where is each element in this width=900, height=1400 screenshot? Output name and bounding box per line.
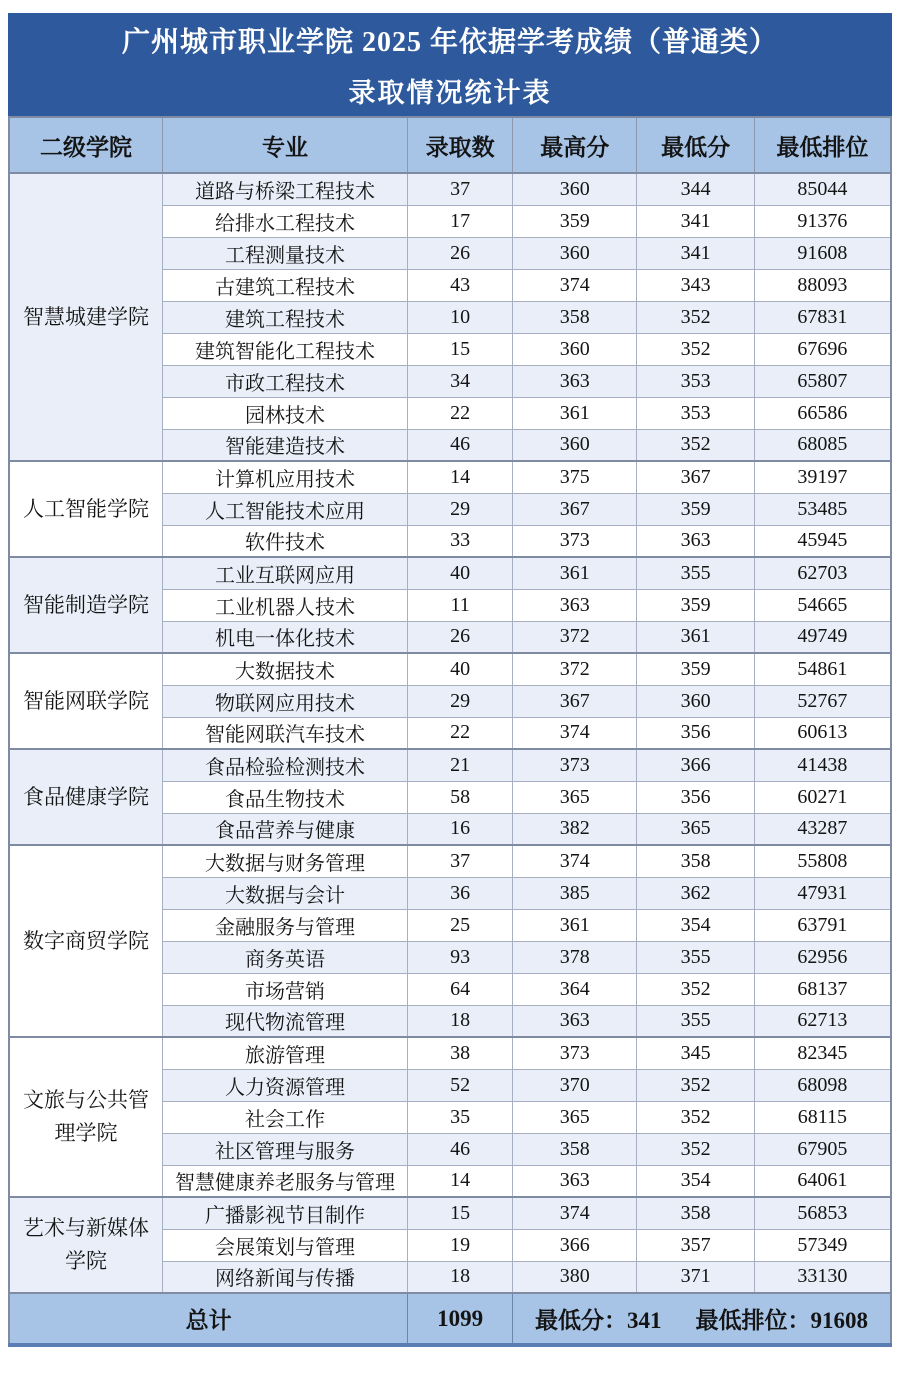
table-row bbox=[9, 749, 891, 781]
min-rank-cell: 54861 bbox=[754, 653, 891, 685]
max-score-cell: 374 bbox=[513, 1197, 637, 1229]
max-score-cell: 363 bbox=[513, 1165, 637, 1197]
max-score-cell: 358 bbox=[513, 301, 637, 333]
min-rank-cell: 45945 bbox=[754, 525, 891, 557]
min-rank-cell: 63791 bbox=[754, 909, 891, 941]
major-cell: 物联网应用技术 bbox=[162, 685, 407, 717]
min-rank-cell: 49749 bbox=[754, 621, 891, 653]
min-rank-cell: 55808 bbox=[754, 845, 891, 877]
table-title-line1: 广州城市职业学院 2025 年依据学考成绩（普通类） bbox=[121, 26, 778, 58]
max-score-cell: 375 bbox=[513, 461, 637, 493]
max-score-cell: 374 bbox=[513, 269, 637, 301]
min-rank-cell: 68115 bbox=[754, 1101, 891, 1133]
admit-count-cell: 64 bbox=[408, 973, 513, 1005]
table-row bbox=[9, 845, 891, 877]
min-rank-cell: 68098 bbox=[754, 1069, 891, 1101]
max-score-cell: 361 bbox=[513, 909, 637, 941]
major-cell: 市政工程技术 bbox=[162, 365, 407, 397]
admit-count-cell: 33 bbox=[408, 525, 513, 557]
max-score-cell: 370 bbox=[513, 1069, 637, 1101]
college-cell: 人工智能学院 bbox=[9, 461, 162, 557]
min-score-cell: 341 bbox=[637, 205, 754, 237]
major-cell: 软件技术 bbox=[162, 525, 407, 557]
admit-count-cell: 37 bbox=[408, 845, 513, 877]
major-cell: 社会工作 bbox=[162, 1101, 407, 1133]
max-score-cell: 365 bbox=[513, 1101, 637, 1133]
admit-count-cell: 18 bbox=[408, 1005, 513, 1037]
min-score-cell: 363 bbox=[637, 525, 754, 557]
major-cell: 食品检验检测技术 bbox=[162, 749, 407, 781]
admit-count-cell: 14 bbox=[408, 461, 513, 493]
major-cell: 大数据与财务管理 bbox=[162, 845, 407, 877]
min-score-cell: 360 bbox=[637, 685, 754, 717]
min-score-cell: 352 bbox=[637, 429, 754, 461]
admission-statistics-table bbox=[8, 116, 892, 1347]
min-rank-cell: 62713 bbox=[754, 1005, 891, 1037]
major-cell: 智能建造技术 bbox=[162, 429, 407, 461]
min-rank-cell: 60613 bbox=[754, 717, 891, 749]
admit-count-cell: 15 bbox=[408, 1197, 513, 1229]
admit-count-cell: 93 bbox=[408, 941, 513, 973]
min-rank-cell: 67696 bbox=[754, 333, 891, 365]
max-score-cell: 363 bbox=[513, 365, 637, 397]
major-cell: 给排水工程技术 bbox=[162, 205, 407, 237]
min-score-cell: 352 bbox=[637, 333, 754, 365]
major-cell: 社区管理与服务 bbox=[162, 1133, 407, 1165]
major-cell: 食品生物技术 bbox=[162, 781, 407, 813]
min-score-cell: 343 bbox=[637, 269, 754, 301]
max-score-cell: 360 bbox=[513, 429, 637, 461]
min-rank-cell: 54665 bbox=[754, 589, 891, 621]
major-cell: 金融服务与管理 bbox=[162, 909, 407, 941]
max-score-cell: 372 bbox=[513, 621, 637, 653]
min-score-cell: 359 bbox=[637, 493, 754, 525]
max-score-cell: 363 bbox=[513, 589, 637, 621]
max-score-cell: 365 bbox=[513, 781, 637, 813]
max-score-cell: 385 bbox=[513, 877, 637, 909]
admit-count-cell: 40 bbox=[408, 557, 513, 589]
min-score-cell: 352 bbox=[637, 1101, 754, 1133]
table-header-row bbox=[9, 117, 891, 173]
admit-count-cell: 14 bbox=[408, 1165, 513, 1197]
college-cell: 文旅与公共管理学院 bbox=[9, 1037, 162, 1197]
table-row bbox=[9, 557, 891, 589]
major-cell: 古建筑工程技术 bbox=[162, 269, 407, 301]
max-score-cell: 359 bbox=[513, 205, 637, 237]
college-cell: 艺术与新媒体学院 bbox=[9, 1197, 162, 1293]
admit-count-cell: 43 bbox=[408, 269, 513, 301]
max-score-cell: 367 bbox=[513, 493, 637, 525]
total-min-score: 最低分：341 bbox=[535, 1308, 662, 1333]
admit-count-cell: 25 bbox=[408, 909, 513, 941]
max-score-cell: 360 bbox=[513, 333, 637, 365]
min-score-cell: 345 bbox=[637, 1037, 754, 1069]
min-score-cell: 358 bbox=[637, 845, 754, 877]
admit-count-cell: 46 bbox=[408, 429, 513, 461]
min-score-cell: 352 bbox=[637, 973, 754, 1005]
admit-count-cell: 52 bbox=[408, 1069, 513, 1101]
max-score-cell: 361 bbox=[513, 557, 637, 589]
major-cell: 商务英语 bbox=[162, 941, 407, 973]
admit-count-cell: 38 bbox=[408, 1037, 513, 1069]
admit-count-cell: 22 bbox=[408, 397, 513, 429]
major-cell: 工业互联网应用 bbox=[162, 557, 407, 589]
min-rank-cell: 82345 bbox=[754, 1037, 891, 1069]
major-cell: 建筑工程技术 bbox=[162, 301, 407, 333]
min-rank-cell: 68085 bbox=[754, 429, 891, 461]
table-title-line2: 录取情况统计表 bbox=[348, 77, 552, 108]
min-rank-cell: 65807 bbox=[754, 365, 891, 397]
min-rank-cell: 60271 bbox=[754, 781, 891, 813]
max-score-cell: 382 bbox=[513, 813, 637, 845]
min-score-cell: 361 bbox=[637, 621, 754, 653]
max-score-cell: 372 bbox=[513, 653, 637, 685]
max-score-cell: 373 bbox=[513, 525, 637, 557]
min-rank-cell: 41438 bbox=[754, 749, 891, 781]
major-cell: 建筑智能化工程技术 bbox=[162, 333, 407, 365]
min-score-cell: 355 bbox=[637, 941, 754, 973]
min-rank-cell: 33130 bbox=[754, 1261, 891, 1293]
admit-count-cell: 11 bbox=[408, 589, 513, 621]
major-cell: 网络新闻与传播 bbox=[162, 1261, 407, 1293]
min-score-cell: 352 bbox=[637, 301, 754, 333]
min-score-cell: 356 bbox=[637, 781, 754, 813]
admit-count-cell: 18 bbox=[408, 1261, 513, 1293]
table-title-band bbox=[8, 13, 892, 116]
max-score-cell: 360 bbox=[513, 237, 637, 269]
admit-count-cell: 35 bbox=[408, 1101, 513, 1133]
min-rank-cell: 88093 bbox=[754, 269, 891, 301]
major-cell: 人力资源管理 bbox=[162, 1069, 407, 1101]
major-cell: 现代物流管理 bbox=[162, 1005, 407, 1037]
max-score-cell: 358 bbox=[513, 1133, 637, 1165]
college-cell: 食品健康学院 bbox=[9, 749, 162, 845]
major-cell: 市场营销 bbox=[162, 973, 407, 1005]
min-score-cell: 353 bbox=[637, 365, 754, 397]
min-score-cell: 367 bbox=[637, 461, 754, 493]
min-score-cell: 355 bbox=[637, 557, 754, 589]
column-header-2: 录取数 bbox=[408, 117, 513, 173]
max-score-cell: 364 bbox=[513, 973, 637, 1005]
min-rank-cell: 67831 bbox=[754, 301, 891, 333]
max-score-cell: 360 bbox=[513, 173, 637, 205]
min-score-cell: 355 bbox=[637, 1005, 754, 1037]
max-score-cell: 366 bbox=[513, 1229, 637, 1261]
max-score-cell: 374 bbox=[513, 845, 637, 877]
admit-count-cell: 26 bbox=[408, 621, 513, 653]
min-score-cell: 341 bbox=[637, 237, 754, 269]
max-score-cell: 363 bbox=[513, 1005, 637, 1037]
major-cell: 工程测量技术 bbox=[162, 237, 407, 269]
column-header-3: 最高分 bbox=[513, 117, 637, 173]
column-header-1: 专业 bbox=[162, 117, 407, 173]
min-rank-cell: 52767 bbox=[754, 685, 891, 717]
min-rank-cell: 57349 bbox=[754, 1229, 891, 1261]
major-cell: 人工智能技术应用 bbox=[162, 493, 407, 525]
max-score-cell: 374 bbox=[513, 717, 637, 749]
admit-count-cell: 21 bbox=[408, 749, 513, 781]
admit-count-cell: 34 bbox=[408, 365, 513, 397]
college-cell: 数字商贸学院 bbox=[9, 845, 162, 1037]
table-row bbox=[9, 173, 891, 205]
table-row bbox=[9, 1197, 891, 1229]
min-rank-cell: 53485 bbox=[754, 493, 891, 525]
column-header-4: 最低分 bbox=[637, 117, 754, 173]
min-score-cell: 352 bbox=[637, 1133, 754, 1165]
min-score-cell: 354 bbox=[637, 909, 754, 941]
major-cell: 会展策划与管理 bbox=[162, 1229, 407, 1261]
admit-count-cell: 46 bbox=[408, 1133, 513, 1165]
college-cell: 智能制造学院 bbox=[9, 557, 162, 653]
min-score-cell: 365 bbox=[637, 813, 754, 845]
max-score-cell: 367 bbox=[513, 685, 637, 717]
total-min-rank: 最低排位：91608 bbox=[695, 1308, 869, 1333]
min-rank-cell: 66586 bbox=[754, 397, 891, 429]
max-score-cell: 378 bbox=[513, 941, 637, 973]
admit-count-cell: 10 bbox=[408, 301, 513, 333]
admit-count-cell: 29 bbox=[408, 685, 513, 717]
admit-count-cell: 40 bbox=[408, 653, 513, 685]
total-label: 总计 bbox=[9, 1293, 408, 1345]
major-cell: 智能网联汽车技术 bbox=[162, 717, 407, 749]
major-cell: 工业机器人技术 bbox=[162, 589, 407, 621]
table-total-row bbox=[9, 1293, 891, 1345]
admit-count-cell: 29 bbox=[408, 493, 513, 525]
total-count: 1099 bbox=[408, 1293, 513, 1345]
max-score-cell: 361 bbox=[513, 397, 637, 429]
major-cell: 大数据技术 bbox=[162, 653, 407, 685]
min-rank-cell: 43287 bbox=[754, 813, 891, 845]
major-cell: 道路与桥梁工程技术 bbox=[162, 173, 407, 205]
min-rank-cell: 68137 bbox=[754, 973, 891, 1005]
min-rank-cell: 39197 bbox=[754, 461, 891, 493]
min-score-cell: 359 bbox=[637, 653, 754, 685]
min-rank-cell: 85044 bbox=[754, 173, 891, 205]
table-row bbox=[9, 461, 891, 493]
major-cell: 计算机应用技术 bbox=[162, 461, 407, 493]
major-cell: 大数据与会计 bbox=[162, 877, 407, 909]
min-rank-cell: 62703 bbox=[754, 557, 891, 589]
college-cell: 智能网联学院 bbox=[9, 653, 162, 749]
min-score-cell: 358 bbox=[637, 1197, 754, 1229]
admit-count-cell: 36 bbox=[408, 877, 513, 909]
table-row bbox=[9, 1037, 891, 1069]
admit-count-cell: 26 bbox=[408, 237, 513, 269]
min-score-cell: 352 bbox=[637, 1069, 754, 1101]
min-score-cell: 353 bbox=[637, 397, 754, 429]
min-score-cell: 366 bbox=[637, 749, 754, 781]
min-rank-cell: 91608 bbox=[754, 237, 891, 269]
admit-count-cell: 19 bbox=[408, 1229, 513, 1261]
min-score-cell: 344 bbox=[637, 173, 754, 205]
min-score-cell: 356 bbox=[637, 717, 754, 749]
major-cell: 广播影视节目制作 bbox=[162, 1197, 407, 1229]
min-score-cell: 362 bbox=[637, 877, 754, 909]
admit-count-cell: 16 bbox=[408, 813, 513, 845]
min-rank-cell: 47931 bbox=[754, 877, 891, 909]
admit-count-cell: 58 bbox=[408, 781, 513, 813]
min-score-cell: 371 bbox=[637, 1261, 754, 1293]
min-score-cell: 357 bbox=[637, 1229, 754, 1261]
min-rank-cell: 62956 bbox=[754, 941, 891, 973]
admit-count-cell: 17 bbox=[408, 205, 513, 237]
min-score-cell: 359 bbox=[637, 589, 754, 621]
min-rank-cell: 64061 bbox=[754, 1165, 891, 1197]
column-header-0: 二级学院 bbox=[9, 117, 162, 173]
total-min-info bbox=[513, 1293, 891, 1345]
min-rank-cell: 56853 bbox=[754, 1197, 891, 1229]
major-cell: 旅游管理 bbox=[162, 1037, 407, 1069]
admit-count-cell: 37 bbox=[408, 173, 513, 205]
major-cell: 机电一体化技术 bbox=[162, 621, 407, 653]
admit-count-cell: 15 bbox=[408, 333, 513, 365]
major-cell: 食品营养与健康 bbox=[162, 813, 407, 845]
major-cell: 园林技术 bbox=[162, 397, 407, 429]
admit-count-cell: 22 bbox=[408, 717, 513, 749]
max-score-cell: 380 bbox=[513, 1261, 637, 1293]
column-header-5: 最低排位 bbox=[754, 117, 891, 173]
college-cell: 智慧城建学院 bbox=[9, 173, 162, 461]
min-score-cell: 354 bbox=[637, 1165, 754, 1197]
major-cell: 智慧健康养老服务与管理 bbox=[162, 1165, 407, 1197]
table-row bbox=[9, 653, 891, 685]
min-rank-cell: 67905 bbox=[754, 1133, 891, 1165]
max-score-cell: 373 bbox=[513, 1037, 637, 1069]
max-score-cell: 373 bbox=[513, 749, 637, 781]
min-rank-cell: 91376 bbox=[754, 205, 891, 237]
